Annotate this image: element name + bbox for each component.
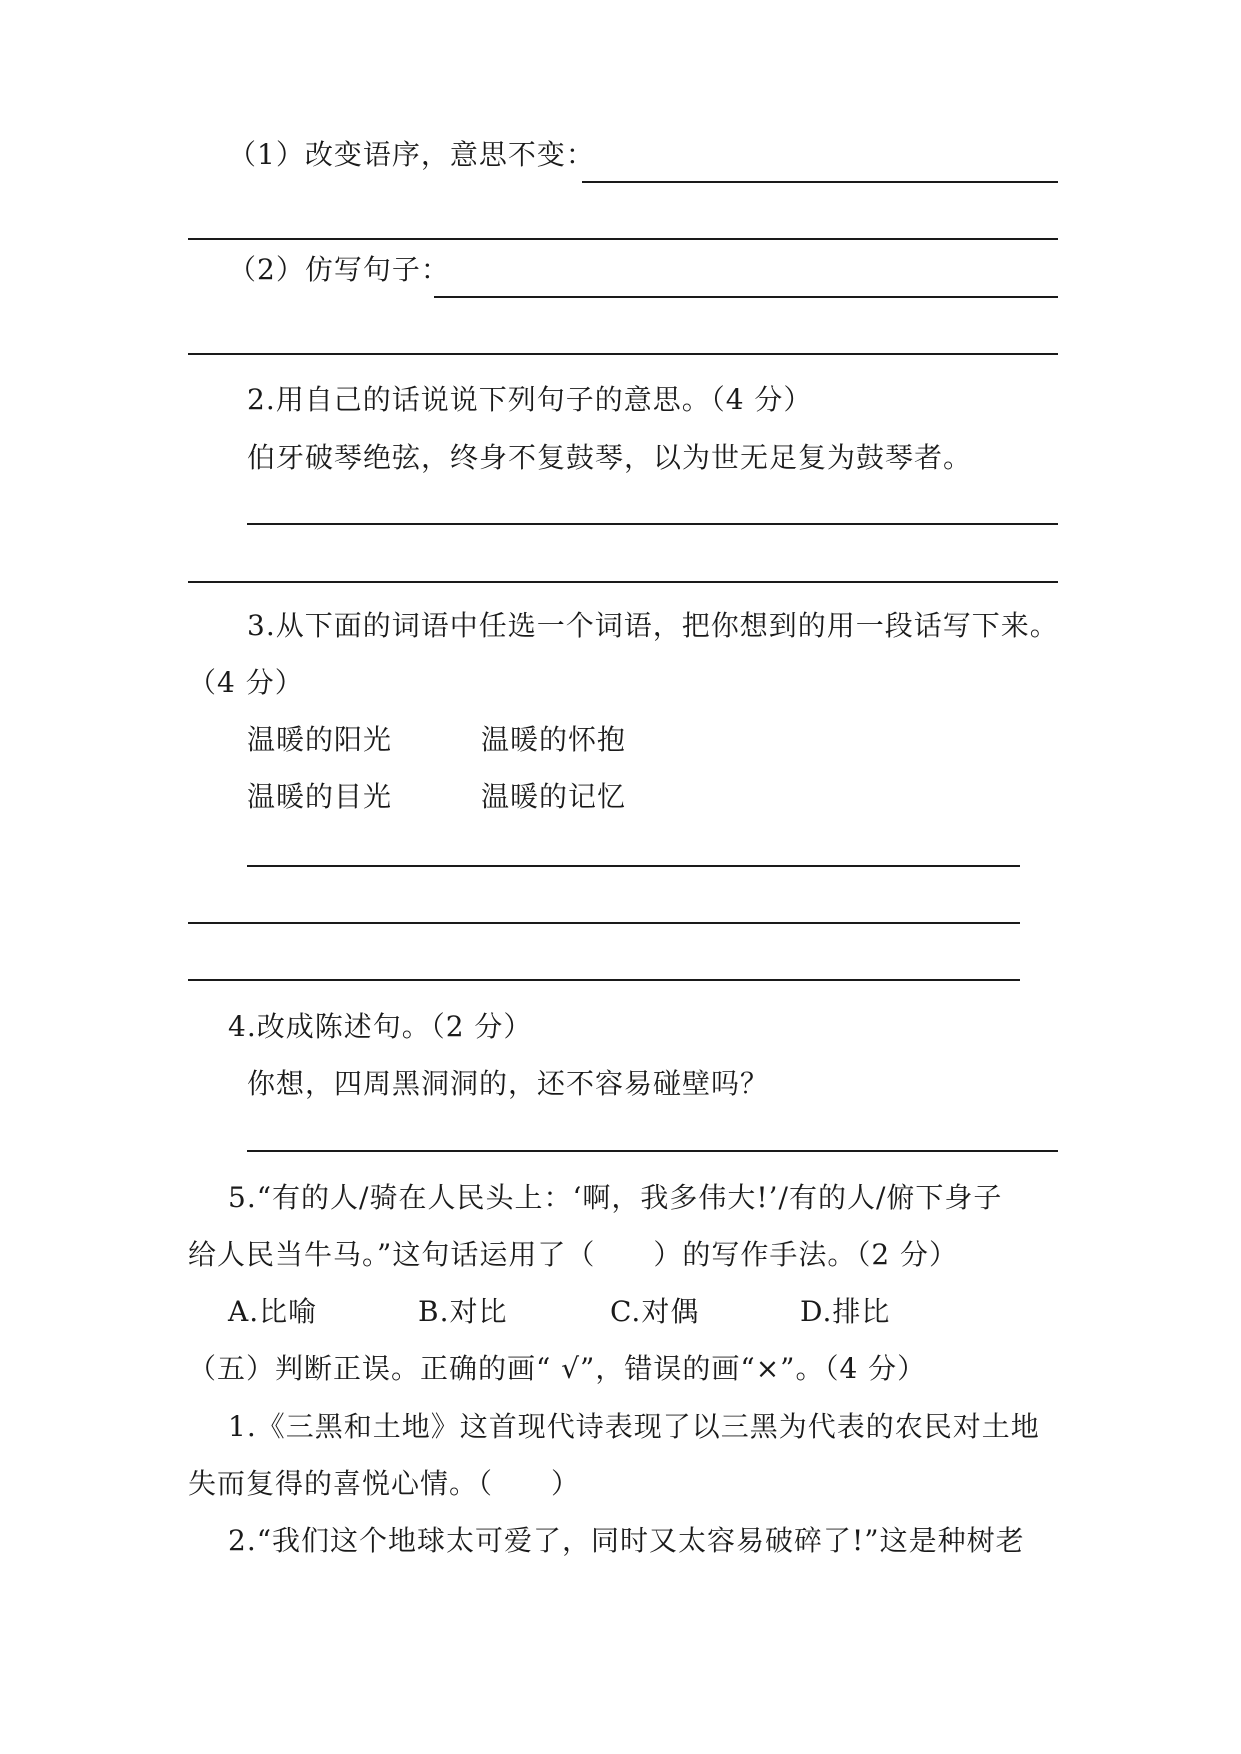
answer-line[interactable] bbox=[188, 238, 1058, 240]
answer-line[interactable] bbox=[247, 523, 1058, 525]
answer-line[interactable] bbox=[582, 181, 1058, 183]
q3-prompt-line2: （4 分） bbox=[188, 666, 304, 699]
q2-sentence: 伯牙破琴绝弦，终身不复鼓琴，以为世无足复为鼓琴者。 bbox=[247, 441, 973, 474]
q3-word: 温暖的阳光 bbox=[247, 723, 393, 756]
section5-heading: （五）判断正误。正确的画“ √”，错误的画“×”。（4 分） bbox=[188, 1352, 927, 1385]
q3-prompt-line1: 3.从下面的词语中任选一个词语，把你想到的用一段话写下来。 bbox=[247, 609, 1059, 642]
section5-item2-line1: 2.“我们这个地球太可爱了，同时又太容易破碎了!”这是种树老 bbox=[228, 1524, 1025, 1557]
answer-line[interactable] bbox=[247, 865, 1020, 867]
q5-line1: 5.“有的人/骑在人民头上：‘啊，我多伟大!’/有的人/俯下身子 bbox=[228, 1181, 1003, 1214]
answer-line[interactable] bbox=[188, 979, 1020, 981]
section5-item1-line1: 1.《三黑和土地》这首现代诗表现了以三黑为代表的农民对土地 bbox=[228, 1410, 1040, 1443]
q1-sub1-label: （1）改变语序，意思不变： bbox=[228, 138, 595, 171]
section5-item1-line2: 失而复得的喜悦心情。（ ） bbox=[188, 1467, 581, 1500]
q3-word: 温暖的记忆 bbox=[481, 780, 627, 813]
answer-line[interactable] bbox=[188, 353, 1058, 355]
q3-word: 温暖的目光 bbox=[247, 780, 393, 813]
q4-sentence: 你想，四周黑洞洞的，还不容易碰壁吗？ bbox=[247, 1067, 770, 1100]
q2-prompt: 2.用自己的话说说下列句子的意思。（4 分） bbox=[247, 383, 813, 416]
q5-option: C.对偶 bbox=[610, 1295, 700, 1328]
answer-line[interactable] bbox=[188, 922, 1020, 924]
answer-line[interactable] bbox=[188, 581, 1058, 583]
answer-line[interactable] bbox=[434, 296, 1058, 298]
q5-option: D.排比 bbox=[800, 1295, 891, 1328]
q5-option: B.对比 bbox=[418, 1295, 508, 1328]
q5-line2: 给人民当牛马。”这句话运用了（ ）的写作手法。（2 分） bbox=[188, 1238, 959, 1271]
q1-sub2-label: （2）仿写句子： bbox=[228, 253, 450, 286]
q3-word: 温暖的怀抱 bbox=[481, 723, 627, 756]
q5-option: A.比喻 bbox=[228, 1295, 318, 1328]
answer-line[interactable] bbox=[247, 1150, 1058, 1152]
q4-prompt: 4.改成陈述句。（2 分） bbox=[228, 1010, 533, 1043]
